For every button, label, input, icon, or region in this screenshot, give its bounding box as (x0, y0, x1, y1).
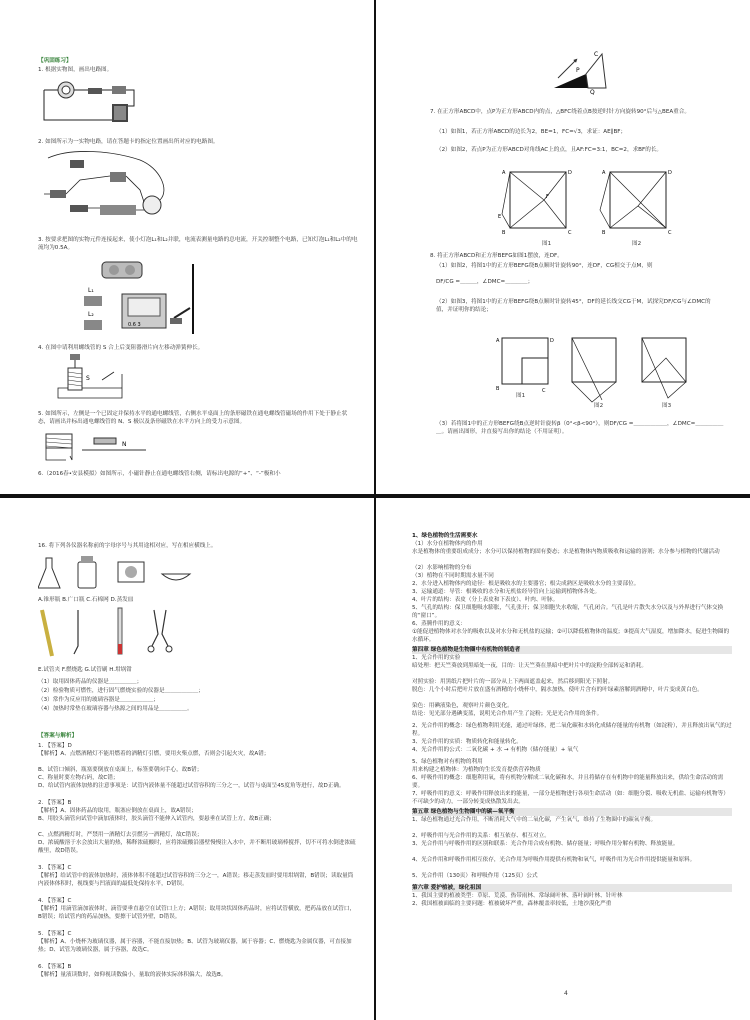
section-title: 【巩固练习】 (38, 58, 72, 64)
question-8: 8. 将正方形ABCD和正方形BEFG如图1摆放，连DF。 (430, 253, 563, 259)
question-4: 4. 在图中请利用螺线管的 S 合上后变阻器滑片向左移动弹簧伸长。 (38, 345, 204, 351)
svg-text:D: D (568, 170, 572, 176)
svg-text:Q: Q (590, 89, 595, 96)
note-line: 4、光合作用的公式：二氧化碳 + 水 → 有机物（储存能量）+ 氧气 (412, 747, 579, 753)
question-8-part-1b: DF/CG =＿＿＿，∠DMC=＿＿＿＿； (436, 279, 534, 285)
svg-text:B: B (502, 230, 506, 236)
square-figure-2 (598, 166, 674, 248)
note-line: 1、绿色植物的生活需要水 (412, 533, 478, 539)
answer-line: 【解析】量液读数时，如仰视读数偏小，量取的液体实际体积偏大，故选B。 (38, 972, 227, 978)
answer-section-title: 【答案与解析】 (38, 733, 78, 739)
note-line: 2、我国植被面临的主要问题：植被破坏严重，森林覆盖率较低，土地沙漠化严重 (412, 901, 612, 907)
note-line: 1、我国主要的植被类型：草原、荒漠、热带雨林、常绿阔叶林、落叶阔叶林、针叶林 (412, 893, 623, 899)
question-8-part-3: （3）若将图1中的正方形BEFG绕B点逆时针旋转β（0°<β<90°），则DF/CG =＿＿＿＿＿＿，∠DMC=＿＿＿＿＿＿。请画出图形，并直接写出你的结论（不用证明）。 (436, 421, 724, 435)
svg-text:L₂: L₂ (88, 311, 94, 318)
answer-line: 6. 【答案】B (38, 964, 72, 970)
answer-line: 【解析】A、小烧杯为玻璃仪器，属于容器，不能直接加热；B、试管为玻璃仪器，属于容器；C、燃烧匙为金属仪器，可直接加热；D、试管为玻璃仪器，属于容器，故选C。 (38, 939, 352, 953)
svg-text:C: C (594, 51, 599, 58)
answer-line: 2. 【答案】B (38, 800, 72, 806)
svg-text:E: E (498, 214, 502, 220)
page-top-right (378, 0, 750, 492)
note-line: 7、呼吸作用的意义：呼吸作用释放出来的能量，一部分是植物进行各项生命活动（如：细胞分裂、吸收无机盐、运输有机物等）不可缺少的动力，一部分转变成热散发出去。 (412, 791, 729, 805)
question-7-part-2: （2）如图2，若点P为正方形ABCD对角线AC上的点，且AF:FC=3:1，BC=2，求BF的长。 (436, 147, 663, 153)
square-figure-1 (498, 166, 574, 248)
note-line: 3、光合作用的实质：物质转化和能量转化。 (412, 739, 522, 745)
solenoid-figure (52, 352, 152, 402)
use-1: （1）取用固体药品的仪器是＿＿＿＿＿； (38, 679, 143, 685)
question-16: 16. 将下列各仪器名称前的字母序号与其用途相对应，写在相应横线上。 (38, 543, 217, 549)
instruments-row-2-labels: E.试管夹 F.燃烧匙 G.试管刷 H.坩埚钳 (38, 667, 132, 673)
margin-line (192, 264, 194, 334)
note-line: 染色：用碘液染色，观察叶片颜色变化。 (412, 703, 513, 709)
square-figures-row (496, 334, 702, 410)
note-line: 对照实验：用黑纸片把叶片的一部分从上下两面遮盖起来，然后移到阳光下照射。 (412, 679, 614, 685)
circuit-figure-1 (40, 76, 140, 128)
note-line: 6、呼吸作用的概念：细胞利用氧，将有机物分解成二氧化碳和水，并且将储存在有机物中的能量释放出来，供给生命活动的需要。 (412, 775, 724, 789)
answer-line: 【解析】A、固体药品的取用，瓶塞应倒放在桌面上，故A错误； (38, 808, 197, 814)
answer-line: 【解析】给试管中的液体加热时，液体体积不能超过试管容积的三分之一，A错误；移走蒸发皿时要用坩埚钳，B错误；读取量筒内液体体积时，视线要与凹液面的最低处保持水平，D错误。 (38, 873, 354, 887)
note-line: 水是植物体的重要组成成分；水分可以保持植物的固有姿态；水是植物体内物质吸收和运输的溶剂；水分参与植物的代谢活动 (412, 549, 720, 555)
vertical-divider (374, 0, 376, 1020)
page-top-left (0, 0, 372, 492)
page-bottom-left (0, 502, 372, 1020)
horizontal-divider (0, 494, 750, 498)
lab-instruments-row-1 (38, 554, 198, 594)
svg-text:F: F (546, 194, 549, 200)
note-line: 脱色：几个小时后把叶片放在盛有酒精的小烧杯中，隔水加热，使叶片含有的叶绿素溶解到酒精中，叶片变成黄白色。 (412, 687, 703, 693)
question-2: 2. 如图所示为一实物电路，请在答题卡的指定位置画出所对应的电路图。 (38, 139, 219, 145)
fig-a-caption: 图1 (516, 393, 526, 399)
note-line: 1、绿色植物通过光合作用，不断消耗大气中的二氧化碳，产生氧气，维持了生物圈中的碳氧平衡。 (412, 817, 657, 823)
question-7: 7. 在正方形ABCD中，点P为正方形ABCD内的点，△BFC绕着点B按逆时针方向旋转90°后与△BEA重合。 (430, 109, 690, 115)
rotation-figure-top (550, 48, 620, 96)
svg-text:A: A (496, 338, 500, 344)
answer-line: B、用胶头滴管向试管中滴加液体时，胶头滴管不能伸入试管内，要悬垂在试管上方，故B正确； (38, 816, 276, 822)
answer-line: C、称量时要左物右码，故C错； (38, 775, 119, 781)
note-line: 3、运输通道：导管：根吸收的水分和无机盐经导管向上运输到植物体各处。 (412, 589, 601, 595)
circuit-figure-3 (70, 258, 220, 338)
question-6: 6.（2016春•安县模拟）如图所示，小磁针静止在通电螺线管右侧，请标出电源的“+”、“-”极和小 (38, 471, 281, 477)
note-line: 2、水分进入植物体内的途径：根是吸收水的主要器官；根尖成熟区是吸收水分的主要部位。 (412, 581, 640, 587)
svg-text:L₁: L₁ (88, 287, 94, 294)
note-line: 1、光合作用的实验 (412, 655, 461, 661)
fig2-caption: 图2 (632, 241, 642, 247)
use-2: （2）检验物质可燃性，进行固气燃烧实验的仪器是＿＿＿＿＿＿； (38, 688, 204, 694)
note-line: 4、光合作用和呼吸作用相互依存，光合作用为呼吸作用提供有机物和氧气，呼吸作用为光合作用提供能量和原料。 (412, 857, 696, 863)
svg-text:B: B (496, 386, 500, 392)
question-3: 3. 按要求把图的实物元件连接起来，使小灯泡L₁和L₂并联，电流表测量电路的总电流，开关控制整个电路，已知灯泡L₁和L₂中的电流均为0.5A。 (38, 237, 358, 251)
note-line: ①能促进植物体对水分的吸收以及对水分和无机盐的运输；②可以降低植物体的温度；③提高大气湿度，增加降水，促进生物圈的水循环。 (412, 629, 730, 643)
question-8-part-2: （2）如图3，将图1中的正方形BEFG绕B点顺时针旋转45°，DF的延长线交CG于M，试探究DF/CG与∠DMC的值，并证明你的结论； (436, 299, 711, 313)
note-line: （3）植物在不同时期需水量不同 (412, 573, 494, 579)
svg-text:S: S (86, 375, 90, 382)
fig-b-caption: 图2 (594, 403, 604, 409)
svg-text:C: C (568, 230, 572, 236)
note-line: 结论：见光部分遇碘变蓝，说明光合作用产生了淀粉；光是光合作用的条件。 (412, 711, 603, 717)
answer-line: D、给试管内液体加热的注意事项是：试管内液体量不能超过试管容积的三分之一，试管与桌面呈45度角等进行，故D正确。 (38, 783, 345, 789)
note-line: 5、气孔的结构：保卫细胞吸水膨胀，气孔张开；保卫细胞失水收缩，气孔闭合。气孔是叶片散失水分以及与外界进行气体交换的“窗口”。 (412, 605, 724, 619)
note-line: 用来构建之植物体：为植物的生长发育提供营养物质 (412, 767, 541, 773)
answer-line: 1. 【答案】D (38, 743, 72, 749)
note-line: 4、叶片的结构：表皮（分上表皮和下表皮）、叶肉、叶脉。 (412, 597, 559, 603)
circuit-figure-2 (40, 150, 180, 225)
page-number: 4 (564, 990, 568, 997)
svg-text:C: C (668, 230, 672, 236)
answer-line: 3. 【答案】C (38, 865, 72, 871)
note-line: （2）水影响植物的分布 (412, 565, 472, 571)
svg-text:A: A (602, 170, 606, 176)
note-line: 2、光合作用的概念：绿色植物利用光能，通过叶绿体，把二氧化碳和水转化成储存能量的有机物（如淀粉），并且释放出氧气的过程。 (412, 723, 732, 737)
note-line: （1）水分在植物体内的作用 (412, 541, 483, 547)
note-line: 暗处理：把天竺葵放到黑暗处一夜，目的：让天竺葵在黑暗中把叶片中的淀粉全部转运和消耗。 (412, 663, 647, 669)
answer-line: 4. 【答案】C (38, 898, 72, 904)
svg-text:N: N (122, 441, 127, 448)
note-line: 5、光合作用（130页）和呼吸作用（125页）公式 (412, 873, 538, 879)
question-8-part-1: （1）如图2，将图1中的正方形BEFG绕B点顺时针旋转90°，连DF，CG相交于点M，则 (436, 263, 653, 269)
page-bottom-right (378, 502, 750, 1020)
question-7-part-1: （1）如图1，若正方形ABCD的边长为2，BE=1，FC=√3，求证：AE∥BF； (436, 129, 627, 135)
answer-line: 【解析】用滴管滴加液体时，滴管要垂直悬空在试管口上方；A错误；取用块状固体药品时，应将试管横放，把药品放在试管口，B错误；给试管内的药品加热，要擦干试管外壁，D错误。 (38, 906, 356, 920)
note-line: 6、蒸腾作用的意义： (412, 621, 466, 627)
use-4: （4）加热时常垫在玻璃容器与热源之间的用品是＿＿＿＿＿。 (38, 706, 193, 712)
answer-line: D、浓硫酸溶于水会放出大量的热，稀释浓硫酸时，应将浓硫酸沿器壁慢慢注入水中，并不断用玻璃棒搅拌，切不可将水倒进浓硫酸里，故D错误。 (38, 840, 356, 854)
use-3: （3）常作为反应用的玻璃容器是＿＿＿＿＿＿； (38, 697, 160, 703)
answer-line: B、试管口倾斜，瓶塞要倒放在桌面上，标签要朝向手心，故B错； (38, 767, 203, 773)
answer-line: 5. 【答案】C (38, 931, 72, 937)
svg-text:A: A (502, 170, 506, 176)
question-1: 1. 根据实物图，画出电路图。 (38, 67, 113, 73)
svg-text:B: B (602, 230, 606, 236)
fig1-caption: 图1 (542, 241, 552, 247)
note-line: 5、绿色植物对有机物的利用 (412, 759, 483, 765)
lab-instruments-row-2 (38, 606, 198, 662)
answer-line: C、点燃酒精灯时，严禁用一酒精灯去引燃另一酒精灯，故C错误； (38, 832, 203, 838)
chapter-heading: 第五章 绿色植物与生物圈中的碳—氧平衡 (412, 808, 732, 816)
magnet-figure (42, 430, 152, 466)
chapter-heading: 第四章 绿色植物是生物圈中有机物的制造者 (412, 646, 732, 654)
note-line: 2、呼吸作用与光合作用的关系：相互依存、相互对立。 (412, 833, 550, 839)
svg-text:C: C (542, 388, 546, 394)
svg-text:0.6 3: 0.6 3 (128, 322, 141, 328)
answer-line: 【解析】A、点燃酒精灯不能用燃着的酒精灯引燃，要用火柴点燃，否则会引起火灾，故A错； (38, 751, 270, 757)
note-line: 3、光合作用与呼吸作用的区别和联系：光合作用合成有机物、储存能量；呼吸作用分解有机物、释放能量。 (412, 841, 679, 847)
chapter-heading: 第六章 爱护植被，绿化祖国 (412, 884, 732, 892)
fig-c-caption: 图3 (662, 403, 672, 409)
svg-text:D: D (668, 170, 672, 176)
svg-text:D: D (550, 338, 554, 344)
question-5: 5. 如图所示，左侧是一个已固定并保持水平的通电螺线管，右侧水平桌面上的条形磁铁在通电螺线管磁场的作用下处于静止状态，请画出并标出通电螺线管的 N、S 极以及条形磁铁在水平方向上的受力示意图。 (38, 411, 348, 425)
instruments-row-1-labels: A.锥形瓶 B.广口瓶 C.石棉网 D.蒸发皿 (38, 597, 134, 603)
svg-text:P: P (576, 67, 580, 74)
